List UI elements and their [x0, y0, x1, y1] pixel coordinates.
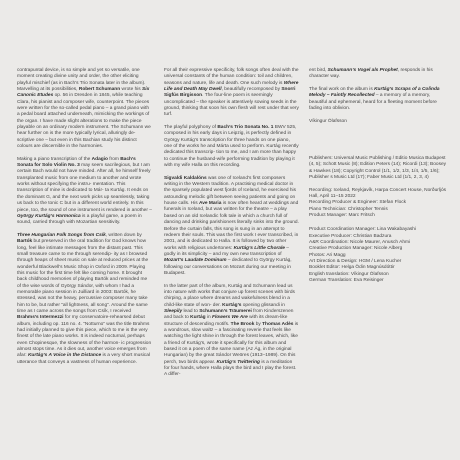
text-run: Kurtág’s Twittering: [216, 359, 260, 365]
credit-line: Piano Technician: Christopher Tennis: [309, 206, 388, 212]
text-run: is now often heard at weddings and funerals in Iceland, but was written for the theatre – a play based on an old Icelandic folk tale in which a church full of dancing and drinking parishioners literally sinks into the ground. Before the curtain falls, this song is sung in an attempt to redeem their souls. This was the first work I ever transcribed, in 2001, and is dedicated to Halla. It is followed by two other works with religious undertones:: [164, 201, 299, 251]
text-run: Schumann’s Träumerei: [199, 308, 252, 314]
text-run: but preserved in the oral tradition for God knows how long, feel like intimate messages from the distant past. This small treasure came to me through serendip- ity as I browsed through heaps of sheet music on sale at reduced prices at the wonderful Blackwell’s Music Shop in Oxford in 2009. Playing this music for the first time felt like coming home. It brought back childhood memories of playing Bartók and reminded me of the wise words of György Sándor, with whom I had a memorable piano session in Juilliard in 2003: Bartók, he stressed, was not the heavy, percussive composer many take him to be, but rather “all lightness, all song”. Around the same time as I came across the songs from Csík, I received: [17, 239, 149, 314]
credit-line: Product Coordination Manager: Lina Wakabayashi: [309, 227, 417, 233]
text-run: Snorri Sigfús Birgisson: [164, 87, 296, 99]
text-run: The playful polyphony of: [164, 125, 218, 131]
text-run: is a meditation for four hands, where Halla plays the bird and I play the forest. A differ-: [164, 359, 297, 378]
text-run: is a wondrous, slow waltz – a fascinating reverie that feels like watching the light shine in through the forest leaves, which, like a friend of Kurtág’s, wrote it specifically for this album and based it on a poem of the same name (Az Ág, in the original Hungarian) by the great Sándor Weöres (1913–1989). On this perch, two birds appear.: [164, 321, 299, 365]
text-run: Kurtág’s A Voice in the Distance: [27, 353, 102, 359]
text-run: lead to: [182, 308, 200, 314]
col3-paragraph: [309, 87, 447, 112]
recording-credits: [309, 156, 447, 284]
text-run: In the latter part of the album, Kurtág and Schumann lead us into nature with works that conjure up forest scenes with birds chirping, a place where dreams and wakefulness blend in a child-like state of won- der.: [164, 283, 295, 308]
text-run: Robert Schumann: [78, 87, 121, 93]
credit-line: Publishers: Universal Music Publishing / Editio Musica Budapest (4, 5); Schott Music (8); Edition Peters (14); Ricordi (13); Boosey & Hawkes (18); Copyright Control (1/1, 1/2, 1/3, 1/4, 1/5, 1/6); Publisher s Music Ltd (17); Faber Music Ltd (1/1, 2, 3, 4): [309, 156, 447, 181]
text-run: Ave Maria: [198, 201, 222, 207]
text-run: György Kurtág’s Harmonica: [17, 213, 81, 219]
text-run: is a very short musical utterance that conveys a vastness of human experience.: [17, 353, 150, 365]
text-run: The final work on the album is: [309, 86, 375, 92]
text-run: Kurtág’s Scraps of a Colinda Melody – Faintly Recollected: [309, 86, 440, 99]
text-run: Kurtág’s: [222, 302, 242, 308]
text-run: , beautifully recomposed by: [221, 87, 282, 93]
text-column-middle: [164, 68, 299, 385]
text-run: wrote his: [120, 87, 143, 93]
col1-paragraph: [17, 157, 152, 227]
text-run: Sleepily: [164, 308, 183, 314]
text-run: op. 56 in Dresden in 1845, while teaching Clara, his pianist and composer wife, counterpoint. The pieces were written for the so-called pedal piano – a grand piano with a pedal board attached underneath, mimicking the workings of the organ. I have made slight alterations to make the piece playable on an ordinary modern instrument. The Schumann we hear further on is the more typically lyrical, alluringly de- scriptive one – but even in this Bachian study his distinct colours are discernible in the harmonies.: [17, 93, 151, 150]
credit-line: Booklet Editor: Helga Ödin Magnúsdóttir: [309, 265, 395, 271]
text-run: may seem sacrilegious, but I am certain Bach would not have minded. After all, he himself freely transplanted music from one medium to another and wrote works without specifying the instru- mentation. This transcription of mine is dedicated to Már- ta Kurtág. It ends on the dominant G, and the next work picks up seamlessly, taking us back to the tonic C but in a different world entirely. In this piece, too, the sound of one instrument is rendered in another –: [17, 163, 152, 213]
credit-line: English translation: Víkingur Ólafsson: [309, 271, 389, 277]
col1-paragraph: [17, 68, 152, 150]
text-run: from: [107, 156, 121, 162]
text-run: ent bird,: [309, 68, 328, 73]
credit-line: Recording: Iceland, Reykjavík, Harpa Concert House, Norðurljós Hall, April 11–15 2022: [309, 187, 447, 200]
col2-paragraph: [164, 125, 299, 169]
text-run: with its dream-like structure of descending motifs.: [164, 315, 288, 327]
credit-line: Product Manager: Marc Fritsch: [309, 213, 375, 219]
credit-line: German Translation: Eva Reisinger: [309, 278, 384, 284]
credit-line: Creative Production Manager: Nicole Alberg: [309, 246, 403, 252]
credit-line: Executive Producer: Christian Badzura: [309, 233, 392, 239]
text-run: Thomas Adès: [262, 321, 294, 327]
text-run: in: [205, 315, 213, 321]
col1-paragraph: [17, 233, 152, 366]
text-run: Bach’s Trio Sonata No. 1: [217, 125, 274, 131]
col2-paragraph: [164, 176, 299, 278]
text-run: – a memory of a memory, beautiful and ephemeral, heard for a fleeting moment before fading into oblivion.: [309, 93, 437, 112]
text-run: contrapuntal device, is so simple and yet so versatile, one moment creating divine unity and order, the other eliciting playful mischief (as in Bach’s Trio Sonata later in the album). Marvelling at its possibilities,: [17, 68, 146, 93]
text-run: Mozart’s Laudate Dominum: [164, 258, 227, 264]
credit-line: A&R Coordination: Nicole Maurer, Anusch Ahmi: [309, 240, 411, 246]
text-run: The Brook: [230, 321, 255, 327]
text-run: Kurtág’s Little Chorale: [233, 245, 285, 251]
text-run: . The four-line poem is seemingly uncomplicated – the speaker is attentively sowing seeds in the ground, thinking that soon his own flesh will rest under that very turf.: [164, 93, 299, 118]
text-run: from Kinderszenen and back to: [164, 308, 294, 321]
text-run: Brahms’s Intermezzi: [17, 315, 64, 321]
credit-line: Recording Producer & Engineer: Stefan Flock: [309, 200, 407, 206]
author-signature: Víkingur Ólafsson: [309, 118, 347, 124]
text-run: Bartók: [17, 239, 33, 245]
text-run: BWV 525, composed in his early days in Leipzig, is perfectly defined in György Kurtág’s transcription for three hands on one piano, one of the works he and Márta used to perform. Kurtág recently dedicated this transcrip- tion to me, and I am more than happy to continue the husband-wife performing tradition by playing it with my wife Halla on this recording.: [164, 125, 299, 169]
text-run: For all their expressive specificity, folk songs often deal with the universal constants of the human condition: toil and children, seasons and nature, life and death. One such melody is: [164, 68, 299, 86]
text-run: Making a piano transcription of the: [17, 156, 92, 162]
essay-ending: [309, 68, 447, 112]
text-run: Three Hungarian Folk Songs from Csík: [17, 232, 106, 238]
credit-line: Art Direction & Design: HGM / Lena Kucher: [309, 259, 402, 265]
text-run: was one of Iceland’s first composers writing in the Western tradition. A practising medical doctor in the sparsely populated west fjords of Iceland, he exercised his astounding melodic gift between seeing patients and going on house calls. His: [164, 175, 296, 207]
text-run: , written down by: [105, 232, 142, 238]
col3-paragraph: [309, 68, 447, 81]
text-run: – dedicated to György Kurtág, following our conversations on Mozart during our meeting in Budapest.: [164, 258, 292, 276]
text-run: Six Canonic Etudes: [17, 87, 150, 99]
text-run: Flowers We Are: [212, 315, 248, 321]
credit-line: Photos: Ari Magg: [309, 252, 346, 258]
text-run: for my conservatoire-rehearsed debut album, including op. 116 no. 4. “Notturno” was the title Brahms had initially planned to give this piece, which to me is the very finest of the late piano works. It is indeed nocturnal, perhaps even Chopinesque, the slowness of the harmon- ic progression almost stops time. As it dies out, another voice emerges from afar:: [17, 315, 152, 359]
text-run: is a playful game, a poem in sound, carried through with Mozartian sensitivity.: [17, 213, 142, 226]
text-run: Sigvaldi Kaldalóns: [164, 175, 207, 181]
text-run: Schumann’s Vogel als Prophet: [327, 68, 398, 73]
text-column-right: [309, 68, 447, 284]
text-run: Kurtág: [190, 315, 206, 321]
text-run: Bach’s Sonata for Solo Violin No. 3: [17, 156, 136, 169]
text-run: Where Life and Death May Dwell: [164, 80, 299, 93]
text-run: – godly in its simplicity – and my own new transcription of: [164, 245, 289, 257]
col2-paragraph: [164, 284, 299, 379]
text-run: , responds in his character way.: [309, 68, 433, 80]
text-run: Adagio: [91, 156, 108, 162]
col2-paragraph: [164, 68, 299, 119]
text-column-left: [17, 68, 152, 372]
text-run: opening glissandi in: [241, 302, 285, 308]
text-run: by: [254, 321, 263, 327]
